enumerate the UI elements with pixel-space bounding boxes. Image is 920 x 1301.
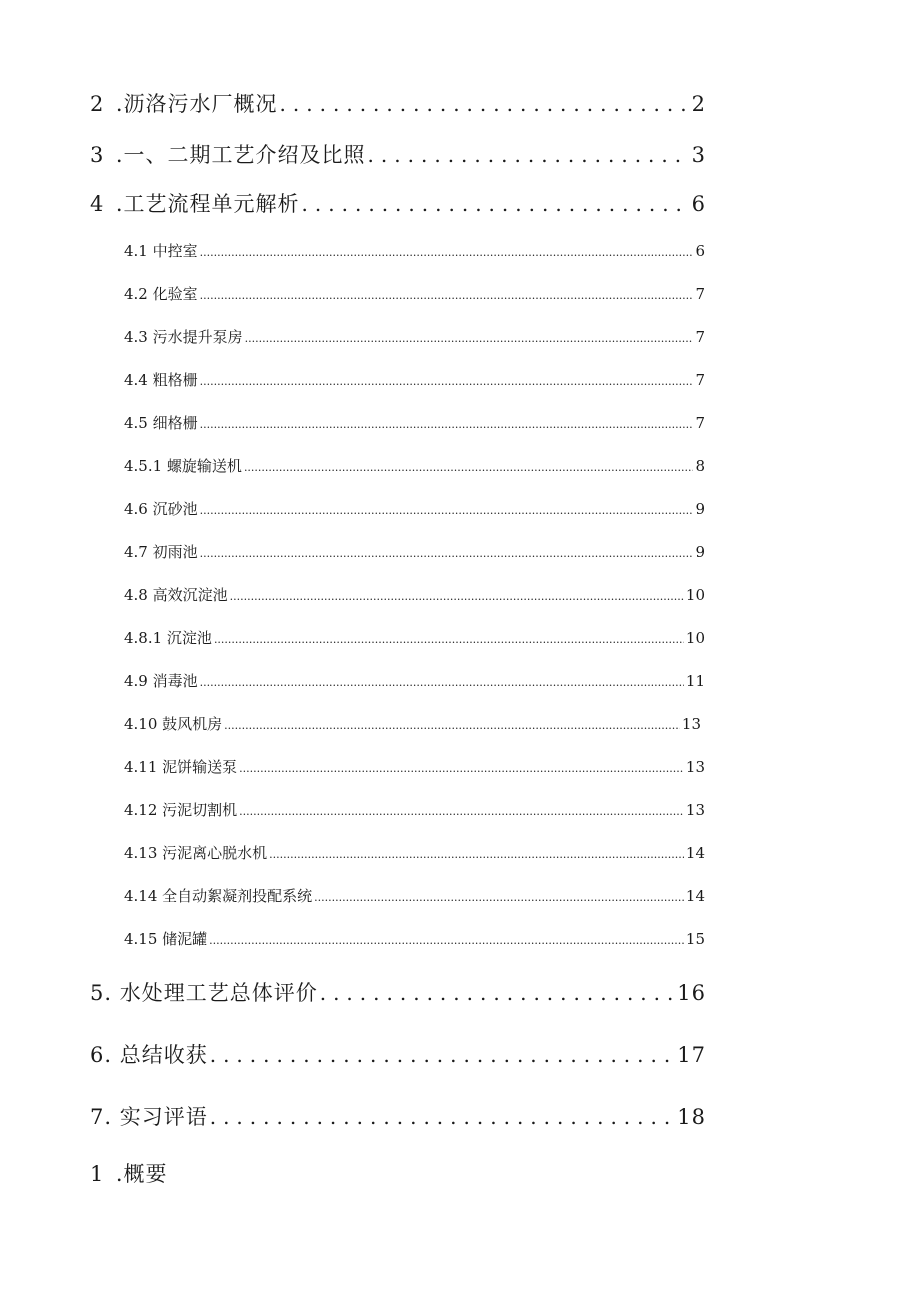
- toc-subentry[interactable]: [124, 498, 705, 519]
- toc-page-number: 8: [695, 457, 705, 475]
- toc-page-number: 18: [677, 1105, 706, 1129]
- toc-subentry-label: 4.8.1 沉淀池: [124, 629, 212, 647]
- toc-subentry[interactable]: [124, 885, 705, 906]
- toc-page-number: 7: [695, 371, 705, 389]
- toc-subentry-label: 4.5 细格栅: [124, 414, 198, 432]
- toc-dot-leader: [200, 289, 694, 302]
- toc-subentry[interactable]: [124, 584, 705, 605]
- toc-entry-label: 5. 水处理工艺总体评价: [90, 981, 318, 1005]
- toc-subentry[interactable]: [124, 713, 701, 734]
- toc-dot-leader: [244, 461, 694, 474]
- toc-subentry[interactable]: [124, 412, 705, 433]
- toc-subentry[interactable]: [124, 283, 705, 304]
- toc-entry[interactable]: [90, 1101, 706, 1131]
- toc-page-number: 13: [685, 801, 705, 819]
- toc-page-number: 2: [691, 92, 706, 116]
- toc-entry[interactable]: [90, 139, 706, 169]
- toc-dot-leader: [269, 848, 684, 861]
- toc-subentry-label: 4.9 消毒池: [124, 672, 198, 690]
- toc-subentry-label: 4.10 鼓风机房: [124, 715, 223, 733]
- toc-subentry-label: 4.11 泥饼输送泵: [124, 758, 238, 776]
- toc-page-number: 13: [681, 715, 701, 733]
- toc-subentry-label: 4.13 污泥离心脱水机: [124, 844, 268, 862]
- toc-dot-leader: [200, 676, 684, 689]
- toc-dot-leader: [280, 92, 690, 116]
- toc-entry[interactable]: [90, 188, 706, 218]
- toc-page-number: 14: [685, 887, 705, 905]
- toc-dot-leader: [230, 590, 684, 603]
- toc-dot-leader: [200, 504, 694, 517]
- toc-entry[interactable]: [90, 1039, 706, 1069]
- toc-subentry[interactable]: [124, 369, 705, 390]
- toc-page-number: 16: [677, 981, 706, 1005]
- toc-page-number: 7: [695, 414, 705, 432]
- toc-subentry-label: 4.8 高效沉淀池: [124, 586, 228, 604]
- toc-dot-leader: [239, 762, 684, 775]
- toc-dot-leader: [320, 981, 676, 1005]
- toc-page-number: 3: [691, 143, 706, 167]
- toc-dot-leader: [200, 547, 694, 560]
- toc-entry[interactable]: [90, 88, 706, 118]
- toc-page-number: 10: [685, 629, 705, 647]
- toc-subentry[interactable]: [124, 799, 705, 820]
- toc-subentry[interactable]: [124, 842, 705, 863]
- toc-dot-leader: [210, 1043, 676, 1067]
- toc-subentry[interactable]: [124, 670, 705, 691]
- toc-entry[interactable]: [90, 977, 706, 1007]
- toc-dot-leader: [200, 375, 694, 388]
- toc-dot-leader: [245, 332, 694, 345]
- toc-entry-label: 6. 总结收获: [90, 1043, 208, 1067]
- toc-entry-label: 3 .一、二期工艺介绍及比照: [90, 143, 366, 167]
- toc-subentry-label: 4.14 全自动絮凝剂投配系统: [124, 887, 313, 905]
- toc-subentry-label: 4.12 污泥切割机: [124, 801, 238, 819]
- toc-subentry[interactable]: [124, 240, 705, 261]
- toc-dot-leader: [224, 719, 680, 732]
- toc-page-number: 7: [695, 328, 705, 346]
- toc-subentry-label: 4.4 粗格栅: [124, 371, 198, 389]
- toc-subentry[interactable]: [124, 928, 705, 949]
- toc-page-number: 13: [685, 758, 705, 776]
- toc-subentry-label: 4.6 沉砂池: [124, 500, 198, 518]
- toc-entry-label: 2 .沥洛污水厂概况: [90, 92, 278, 116]
- toc-dot-leader: [200, 418, 694, 431]
- toc-page-number: 6: [695, 242, 705, 260]
- toc-page-number: 10: [685, 586, 705, 604]
- toc-entry-label: 7. 实习评语: [90, 1105, 208, 1129]
- toc-dot-leader: [214, 633, 684, 646]
- toc-subentry-label: 4.5.1 螺旋输送机: [124, 457, 242, 475]
- toc-page-number: 9: [695, 500, 705, 518]
- toc-dot-leader: [314, 891, 684, 904]
- toc-page-number: 6: [691, 192, 706, 216]
- toc-subentry-label: 4.7 初雨池: [124, 543, 198, 561]
- toc-page-number: 15: [685, 930, 705, 948]
- toc-subentry-label: 4.15 储泥罐: [124, 930, 208, 948]
- toc-subentry-label: 4.3 污水提升泵房: [124, 328, 243, 346]
- toc-dot-leader: [200, 246, 694, 259]
- toc-page-number: 14: [685, 844, 705, 862]
- toc-dot-leader: [209, 934, 684, 947]
- toc-dot-leader: [239, 805, 684, 818]
- toc-dot-leader: [302, 192, 690, 216]
- toc-subentry[interactable]: [124, 756, 705, 777]
- toc-page-number: 11: [685, 672, 705, 690]
- toc-page-number: 7: [695, 285, 705, 303]
- section-heading: 1 .概要: [90, 1162, 168, 1186]
- toc-subentry[interactable]: [124, 326, 705, 347]
- toc-subentry-label: 4.2 化验室: [124, 285, 198, 303]
- toc-page-number: 9: [695, 543, 705, 561]
- toc-subentry[interactable]: [124, 627, 705, 648]
- toc-subentry-label: 4.1 中控室: [124, 242, 198, 260]
- toc-subentry[interactable]: [124, 541, 705, 562]
- toc-page-number: 17: [677, 1043, 706, 1067]
- toc-dot-leader: [368, 143, 690, 167]
- toc-dot-leader: [210, 1105, 676, 1129]
- toc-entry-label: 4 .工艺流程单元解析: [90, 192, 300, 216]
- toc-subentry[interactable]: [124, 455, 705, 476]
